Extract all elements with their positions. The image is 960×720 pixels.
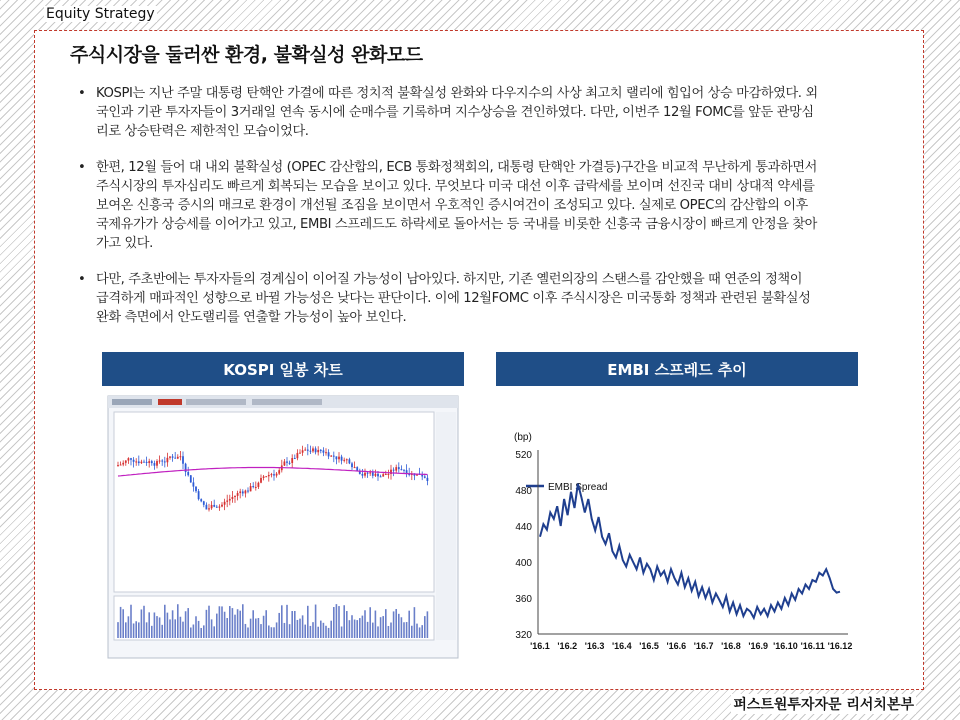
candle-body <box>380 476 382 477</box>
volume-bar <box>369 607 371 638</box>
volume-bar <box>245 624 247 638</box>
volume-bar <box>206 610 208 638</box>
candle-body <box>395 467 397 471</box>
x-tick-label: '16.10 <box>773 641 798 651</box>
volume-bar <box>380 617 382 638</box>
bullet-item <box>78 158 818 253</box>
candle-body <box>172 456 174 457</box>
volume-bar <box>276 622 278 638</box>
volume-bar <box>164 605 166 638</box>
candle-body <box>130 458 132 460</box>
candle-body <box>323 450 325 452</box>
x-tick-label: '16.2 <box>557 641 578 651</box>
candle-body <box>325 452 327 453</box>
volume-bar <box>385 609 387 638</box>
volume-bar <box>148 612 150 638</box>
volume-bar <box>343 605 345 638</box>
candle-body <box>315 448 317 452</box>
candle-body <box>148 461 150 463</box>
candle-body <box>310 451 312 452</box>
x-tick-label: '16.4 <box>611 641 632 651</box>
volume-bar <box>130 605 132 638</box>
volume-bar <box>250 619 252 638</box>
volume-bar <box>193 625 195 638</box>
volume-bar <box>143 606 145 638</box>
volume-bar <box>174 619 176 638</box>
volume-bar <box>161 625 163 638</box>
volume-bar <box>224 612 226 638</box>
volume-bar <box>213 626 215 638</box>
candle-body <box>255 487 257 488</box>
embi-panel <box>496 352 858 662</box>
volume-bar <box>302 615 304 638</box>
bullet-dot-icon: • <box>78 160 86 175</box>
candle-body <box>143 462 145 463</box>
candle-body <box>128 458 130 460</box>
volume-bar <box>122 609 124 638</box>
embi-series-line <box>540 484 840 618</box>
volume-bar <box>312 622 314 638</box>
candle-body <box>273 474 275 475</box>
candle-body <box>234 496 236 497</box>
x-tick-label: '16.11 <box>800 641 825 651</box>
candle-body <box>369 472 371 473</box>
bullet-dot-icon: • <box>78 86 86 101</box>
volume-bar <box>190 627 192 638</box>
kospi-candlestick-image <box>102 386 464 662</box>
volume-bar <box>398 614 400 638</box>
candle-body <box>200 499 202 501</box>
candle-body <box>258 483 260 487</box>
volume-bar <box>265 610 267 638</box>
volume-bar <box>203 625 205 638</box>
volume-bar <box>328 628 330 638</box>
volume-bar <box>239 611 241 638</box>
volume-bar <box>317 627 319 638</box>
volume-bar <box>263 616 265 638</box>
volume-bar <box>151 626 153 638</box>
kospi-chart-screenshot <box>102 386 464 662</box>
volume-bar <box>307 606 309 638</box>
volume-bar <box>323 623 325 638</box>
volume-bar <box>286 605 288 638</box>
volume-bar <box>247 627 249 638</box>
candle-body <box>276 474 278 476</box>
bullet-item <box>78 270 818 327</box>
candle-body <box>302 450 304 452</box>
candle-body <box>278 470 280 473</box>
volume-bar <box>234 615 236 638</box>
volume-bar <box>169 619 171 638</box>
y-axis-unit: (bp) <box>514 432 532 443</box>
candle-body <box>377 474 379 477</box>
candle-body <box>219 507 221 508</box>
volume-bar <box>359 618 361 638</box>
volume-bar <box>382 616 384 638</box>
candle-body <box>247 491 249 492</box>
volume-bar <box>281 605 283 638</box>
volume-bar <box>159 617 161 638</box>
volume-bar <box>421 625 423 638</box>
bullet-dot-icon: • <box>78 272 86 287</box>
volume-bar <box>135 621 137 638</box>
candle-body <box>299 453 301 454</box>
candle-body <box>320 450 322 451</box>
legend-label: EMBI Spread <box>548 482 608 493</box>
candle-body <box>385 474 387 475</box>
volume-bar <box>336 604 338 638</box>
candle-body <box>146 462 148 463</box>
x-tick-label: '16.6 <box>666 641 687 651</box>
candle-body <box>307 450 309 451</box>
candle-body <box>224 502 226 505</box>
volume-bar <box>252 610 254 638</box>
x-tick-label: '16.1 <box>530 641 550 651</box>
candle-body <box>336 456 338 459</box>
candle-body <box>174 458 176 459</box>
volume-bar <box>273 627 275 638</box>
candle-body <box>180 456 182 457</box>
volume-bar <box>219 606 221 638</box>
candle-body <box>421 475 423 477</box>
bullet-list <box>78 84 818 344</box>
embi-line-chart <box>496 386 858 662</box>
volume-bar <box>146 622 148 638</box>
volume-bar <box>268 625 270 638</box>
candle-body <box>187 472 189 475</box>
volume-bar <box>195 616 197 638</box>
candle-body <box>382 474 384 476</box>
volume-bar <box>408 611 410 638</box>
y-tick-label: 520 <box>515 450 532 461</box>
volume-bar <box>128 616 130 638</box>
candle-body <box>206 505 208 510</box>
candle-body <box>393 470 395 471</box>
candle-body <box>120 465 122 466</box>
volume-bar <box>299 619 301 638</box>
candle-body <box>156 461 158 466</box>
volume-bar <box>356 620 358 638</box>
candle-body <box>263 476 265 477</box>
candle-body <box>177 457 179 459</box>
kospi-panel <box>102 352 464 662</box>
volume-bar <box>117 622 119 638</box>
candle-body <box>364 473 366 476</box>
candle-body <box>367 473 369 474</box>
volume-bar <box>260 624 262 638</box>
volume-bar <box>419 627 421 638</box>
candle-body <box>245 491 247 494</box>
candle-body <box>221 505 223 507</box>
section-label: Equity Strategy <box>46 6 155 22</box>
candle-body <box>182 456 184 463</box>
candle-body <box>239 491 241 493</box>
candle-body <box>356 467 358 471</box>
volume-bar <box>367 622 369 638</box>
candle-body <box>154 463 156 466</box>
volume-bar <box>375 611 377 638</box>
volume-bar <box>354 620 356 638</box>
candle-body <box>375 474 377 476</box>
candle-body <box>232 497 234 499</box>
candle-body <box>403 470 405 471</box>
volume-bar <box>216 614 218 638</box>
x-tick-label: '16.9 <box>748 641 769 651</box>
candle-body <box>229 499 231 501</box>
volume-bar <box>424 616 426 638</box>
volume-bar <box>221 606 223 638</box>
candle-body <box>125 461 127 463</box>
candle-body <box>372 472 374 475</box>
volume-bar <box>187 608 189 638</box>
volume-bar <box>284 623 286 638</box>
candle-body <box>289 463 291 464</box>
volume-bar <box>291 611 293 638</box>
y-tick-label: 400 <box>515 558 532 569</box>
volume-bar <box>229 606 231 638</box>
x-tick-label: '16.5 <box>639 641 659 651</box>
candle-body <box>427 478 429 481</box>
bullet-text: 다만, 주초반에는 투자자들의 경계심이 이어질 가능성이 남아있다. 하지만, 기존 옐런의장의 스탠스를 감안했을 때 연준의 정책이 급격하게 매파적인 성향으로 바뀔 가능성은 낮다는 판단이다. 이에 12월FOMC 이후 주식시장은 미국통화 정책과 관련된 불확실성 완화 측면에서 안도랠리를 연출할 가능성이 높아 보인다. <box>96 272 811 325</box>
volume-bar <box>377 626 379 638</box>
volume-bar <box>141 609 143 638</box>
candle-body <box>138 461 140 463</box>
candle-body <box>398 467 400 469</box>
volume-bar <box>411 626 413 638</box>
candle-body <box>198 491 200 499</box>
volume-bar <box>289 624 291 638</box>
volume-bar <box>372 623 374 638</box>
candle-body <box>122 463 124 465</box>
volume-bar <box>180 617 182 638</box>
candle-body <box>343 460 345 461</box>
volume-bar <box>395 609 397 638</box>
candle-body <box>362 474 364 476</box>
candle-body <box>294 458 296 459</box>
candle-body <box>291 458 293 463</box>
volume-bar <box>133 623 135 638</box>
candle-body <box>203 501 205 505</box>
candle-body <box>271 474 273 475</box>
bullet-item <box>78 84 818 141</box>
volume-bar <box>401 617 403 638</box>
volume-bar <box>403 622 405 638</box>
volume-bar <box>226 618 228 638</box>
y-tick-label: 320 <box>515 630 532 641</box>
volume-bar <box>297 620 299 638</box>
volume-bar <box>172 610 174 638</box>
candle-body <box>169 456 171 457</box>
candle-body <box>133 460 135 462</box>
volume-bar <box>390 623 392 638</box>
candle-body <box>252 486 254 487</box>
candle-body <box>286 461 288 462</box>
candle-body <box>164 461 166 462</box>
candle-body <box>349 459 351 463</box>
x-tick-label: '16.7 <box>693 641 714 651</box>
volume-bar <box>393 611 395 638</box>
volume-bar <box>258 618 260 638</box>
volume-bar <box>120 607 122 638</box>
candle-body <box>424 476 426 477</box>
volume-bar <box>255 619 257 638</box>
candle-body <box>401 469 403 470</box>
candle-body <box>213 505 215 507</box>
candle-body <box>208 508 210 509</box>
volume-bar <box>304 625 306 638</box>
volume-bar <box>232 608 234 638</box>
volume-bar <box>362 616 364 638</box>
candle-body <box>135 461 137 462</box>
volume-bar <box>349 620 351 638</box>
volume-bar <box>315 605 317 638</box>
candle-body <box>242 491 244 493</box>
candle-body <box>351 463 353 467</box>
volume-bar <box>406 622 408 638</box>
candle-body <box>338 457 340 460</box>
y-tick-label: 360 <box>515 594 532 605</box>
candle-body <box>185 464 187 472</box>
candle-body <box>317 450 319 452</box>
volume-bar <box>271 627 273 638</box>
volume-bar <box>320 621 322 638</box>
y-tick-label: 480 <box>515 486 532 497</box>
volume-bar <box>364 610 366 638</box>
volume-bar <box>427 611 429 638</box>
x-tick-label: '16.8 <box>721 641 741 651</box>
candle-body <box>226 501 228 502</box>
volume-bar <box>182 622 184 638</box>
volume-bar <box>388 626 390 638</box>
candle-body <box>161 461 163 462</box>
candle-body <box>167 458 169 462</box>
volume-bar <box>310 626 312 638</box>
volume-bar <box>325 626 327 638</box>
candle-body <box>141 462 143 463</box>
volume-bar <box>351 615 353 638</box>
candle-body <box>284 461 286 465</box>
candle-body <box>297 453 299 458</box>
volume-bar <box>338 606 340 638</box>
footer-company: 퍼스트원투자자문 리서치본부 <box>731 694 916 714</box>
volume-bar <box>185 611 187 638</box>
volume-bar <box>333 607 335 638</box>
volume-bar <box>154 612 156 638</box>
candle-body <box>330 456 332 457</box>
candle-body <box>388 474 390 475</box>
candle-body <box>195 487 197 492</box>
volume-bar <box>200 628 202 638</box>
volume-bar <box>416 624 418 638</box>
volume-bar <box>414 607 416 638</box>
volume-bar <box>341 626 343 638</box>
volume-bar <box>177 604 179 638</box>
kospi-panel-title: KOSPI 일봉 차트 <box>102 352 464 386</box>
candle-body <box>260 478 262 483</box>
candle-body <box>304 450 306 451</box>
candle-body <box>354 467 356 468</box>
volume-bar <box>330 621 332 638</box>
candle-body <box>312 448 314 451</box>
bullet-text: KOSPI는 지난 주말 대통령 탄핵안 가결에 따른 정치적 불확실성 완화와 다우지수의 사상 최고치 랠리에 힘입어 상승 마감하였다. 외국인과 기관 투자자들이 3거래일 연속 동시에 순매수를 기록하며 지수상승을 견인하였다. 다만, 이번주 12월 FOMC를 앞둔 관망심리로 상승탄력은 제한적인 모습이었다. <box>96 86 818 139</box>
volume-bar <box>125 622 127 638</box>
embi-panel-title: EMBI 스프레드 추이 <box>496 352 858 386</box>
candle-body <box>341 457 343 461</box>
volume-bar <box>242 604 244 638</box>
candle-body <box>216 507 218 508</box>
bullet-text: 한편, 12월 들어 대 내외 불확실성 (OPEC 감산합의, ECB 통화정책회의, 대통령 탄핵안 가결등)구간을 비교적 무난하게 통과하면서 주식시장의 투자심리도 빠르게 회복되는 모습을 보이고 있다. 무엇보다 미국 대선 이후 급락세를 보이며 선진국 대비 상대적 약세를 보여온 신흥국 증시의 매크로 환경이 개선될 조짐을 보이면서 우호적인 증시여건이 조성되고 있다. 실제로 OPEC의 감산합의 이후 국제유가가 상승세를 이어가고 있고, EMBI 스프레드도 하락세로 돌아서는 등 국내를 비롯한 신흥국 금융시장이 빠르게 안정을 찾아가고 있다. <box>96 160 818 251</box>
volume-bar <box>167 613 169 638</box>
volume-bar <box>156 616 158 638</box>
y-tick-label: 440 <box>515 522 532 533</box>
volume-bar <box>237 609 239 638</box>
candle-body <box>333 456 335 457</box>
volume-bar <box>294 611 296 638</box>
volume-bar <box>208 606 210 638</box>
candle-body <box>190 475 192 482</box>
candle-body <box>211 505 213 508</box>
candle-body <box>159 461 161 462</box>
volume-bar <box>346 611 348 638</box>
candle-body <box>237 493 239 496</box>
candle-body <box>346 459 348 460</box>
candle-body <box>265 476 267 477</box>
volume-bar <box>198 621 200 638</box>
volume-bar <box>138 622 140 638</box>
candle-body <box>117 465 119 466</box>
volume-bar <box>211 619 213 638</box>
candle-body <box>250 486 252 491</box>
volume-bar <box>278 613 280 638</box>
candle-body <box>268 475 270 476</box>
embi-chart <box>496 386 858 662</box>
x-tick-label: '16.3 <box>584 641 605 651</box>
x-tick-label: '16.12 <box>827 641 853 651</box>
candle-body <box>328 452 330 456</box>
page-title: 주식시장을 둘러싼 환경, 불확실성 완화모드 <box>70 44 423 66</box>
candle-body <box>151 461 153 463</box>
candle-body <box>193 482 195 486</box>
